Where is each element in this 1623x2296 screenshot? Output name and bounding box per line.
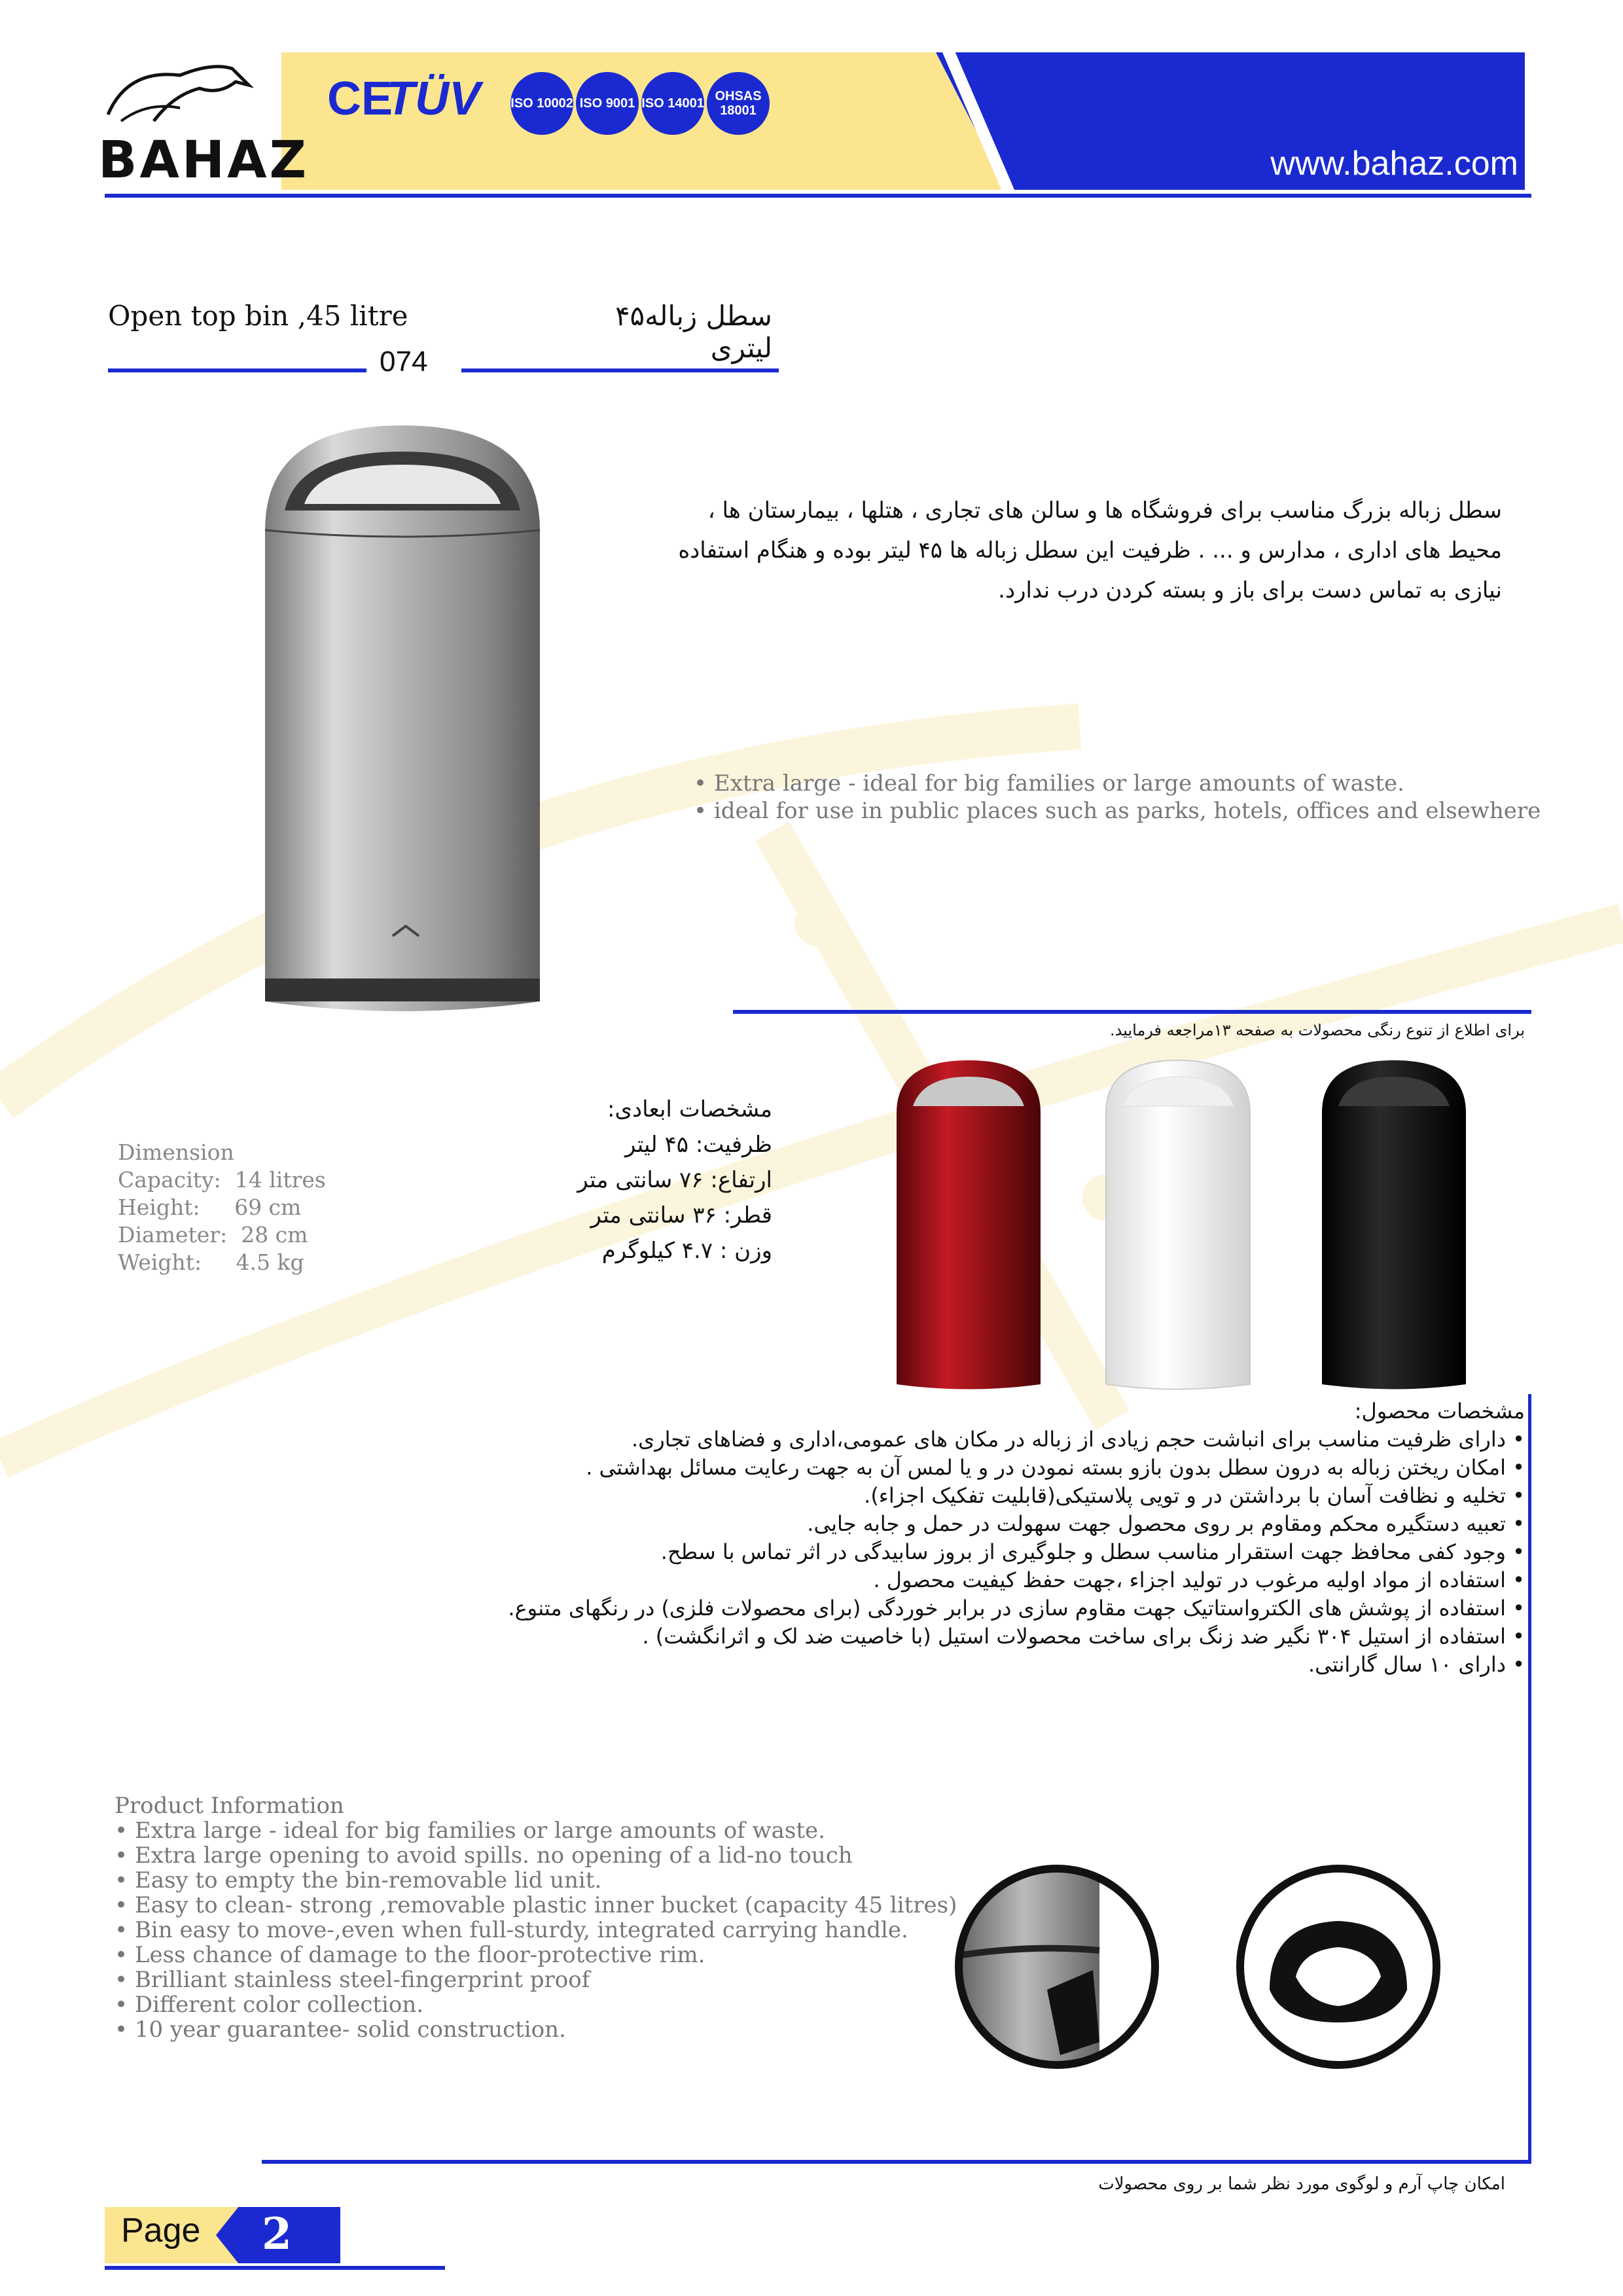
features-fa — [445, 1397, 1525, 1679]
horse-logo-icon — [101, 49, 259, 134]
title-underline — [108, 368, 366, 372]
features-side-rule — [1528, 1394, 1531, 2160]
dimension-fa — [537, 1092, 772, 1268]
section-divider — [733, 1010, 1531, 1014]
dimension-en — [118, 1139, 326, 1276]
bullet-item: • ideal for use in public places such as parks, hotels, offices and elsewhere — [694, 797, 1541, 825]
handle-detail-image — [949, 1859, 1165, 2075]
product-info-en — [115, 1793, 957, 2042]
product-description-fa: سطل زباله بزرگ مناسب برای فروشگاه ها و سالن های تجاری ، هتلها ، بیمارستان ها ، محیط های اداری ، مدارس و ... . ظرفیت این سطل زباله ها ۴۵ لیتر بوده و هنگام استفاده نیازی به تماس دست برای باز و بسته کردن درب ندارد. — [678, 497, 1502, 603]
dimension-weight: Weight: 4.5 kg — [118, 1249, 304, 1275]
product-info-heading: Product Information — [115, 1793, 344, 1819]
header-divider — [105, 194, 1531, 198]
product-info-item: • Extra large opening to avoid spills. no opening of a lid-no touch — [115, 1843, 957, 1868]
product-info-item: • Easy to empty the bin-removable lid unit. — [115, 1868, 957, 1893]
iso-badge: ISO 14001 — [641, 72, 704, 135]
tuv-mark: TÜV — [386, 73, 480, 125]
product-code: 074 — [380, 346, 428, 378]
iso-badge: ISO 9001 — [576, 72, 639, 135]
dimension-diameter: قطر: ۳۶ سانتی متر — [590, 1202, 772, 1229]
feature-item: • استفاده از استیل ۳۰۴ نگیر ضد زنگ برای ساخت محصولات استیل (با خاصیت ضد لک و اثرانگشت) . — [445, 1623, 1525, 1651]
footer-divider — [105, 2266, 445, 2270]
product-bullets-en — [694, 770, 1541, 825]
feature-item: • دارای ۱۰ سال گارانتی. — [445, 1651, 1525, 1679]
logo-print-note: امکان چاپ آرم و لوگوی مورد نظر شما بر روی محصولات — [1098, 2174, 1505, 2194]
product-info-item: • Less chance of damage to the floor-protective rim. — [115, 1943, 957, 1967]
dimension-heading: Dimension — [118, 1139, 234, 1165]
website-link[interactable]: www.bahaz.com — [1270, 145, 1518, 183]
dimension-height: ارتفاع: ۷۶ سانتی متر — [577, 1167, 772, 1193]
steel-bin-image — [259, 412, 546, 1014]
ce-mark: CE — [327, 73, 393, 125]
product-info-item: • 10 year guarantee- solid construction. — [115, 2017, 957, 2042]
dimension-capacity: Capacity: 14 litres — [118, 1167, 326, 1193]
dimension-heading: مشخصات ابعادی: — [607, 1096, 772, 1122]
dimension-diameter: Diameter: 28 cm — [118, 1222, 308, 1247]
feature-item: • تعبیه دستگیره محکم ومقاوم بر روی محصول جهت سهولت در حمل و جابه جایی. — [445, 1510, 1525, 1538]
color-variants-note: برای اطلاع از تنوع رنگی محصولات به صفحه ۱۳مراجعه فرمایید. — [1109, 1021, 1525, 1039]
feature-item: • دارای ظرفیت مناسب برای انباشت حجم زیادی از زباله در مکان های عمومی،اداری و فضاهای تجاری. — [445, 1426, 1525, 1454]
bullet-item: • Extra large - ideal for big families or large amounts of waste. — [694, 770, 1541, 797]
page-number: 2 — [262, 2208, 292, 2259]
product-info-item: • Brilliant stainless steel-fingerprint proof — [115, 1967, 957, 1992]
product-title-en: Open top bin ,45 litre — [108, 300, 408, 332]
product-info-item: • Bin easy to move-,even when full-sturdy, integrated carrying handle. — [115, 1918, 957, 1943]
feature-item: • امکان ریختن زباله به درون سطل بدون بازو بسته نمودن در و یا لمس آن به جهت رعایت مسائل بهداشتی . — [445, 1454, 1525, 1482]
page-label: Page — [121, 2212, 201, 2250]
feature-item: • استفاده از پوشش های الکترواستاتیک جهت مقاوم سازی در برابر خوردگی (برای محصولات فلزی) در رنگهای متنوع. — [445, 1594, 1525, 1623]
feature-item: • استفاده از مواد اولیه مرغوب در تولید اجزاء ،جهت حفظ کیفیت محصول . — [445, 1566, 1525, 1594]
lid-detail-image — [1230, 1859, 1446, 2075]
dimension-weight: وزن : ۴.۷ کیلوگرم — [601, 1238, 772, 1264]
title-underline — [461, 368, 779, 372]
section-divider — [262, 2160, 1531, 2164]
feature-item: • وجود کفی محافظ جهت استقرار مناسب سطل و جلوگیری از بروز سابیدگی در اثر تماس با سطح. — [445, 1538, 1525, 1566]
product-title-fa: سطل زباله۴۵ لیتری — [615, 300, 772, 364]
feature-item: • تخلیه و نظافت آسان با برداشتن در و تویی پلاستیکی(قابلیت تفکیک اجزاء). — [445, 1482, 1525, 1510]
dimension-height: Height: 69 cm — [118, 1194, 302, 1220]
brand-logo: BAHAZ — [98, 131, 310, 190]
product-info-item: • Different color collection. — [115, 1992, 957, 2017]
iso-badge: OHSAS 18001 — [707, 72, 770, 135]
dimension-capacity: ظرفیت: ۴۵ لیتر — [625, 1132, 772, 1158]
features-heading: مشخصات محصول: — [1354, 1399, 1525, 1424]
product-info-item: • Extra large - ideal for big families or large amounts of waste. — [115, 1818, 957, 1843]
color-variants-image — [890, 1054, 1531, 1394]
product-info-item: • Easy to clean- strong ,removable plastic inner bucket (capacity 45 litres) — [115, 1893, 957, 1918]
iso-badge: ISO 10002 — [510, 72, 573, 135]
